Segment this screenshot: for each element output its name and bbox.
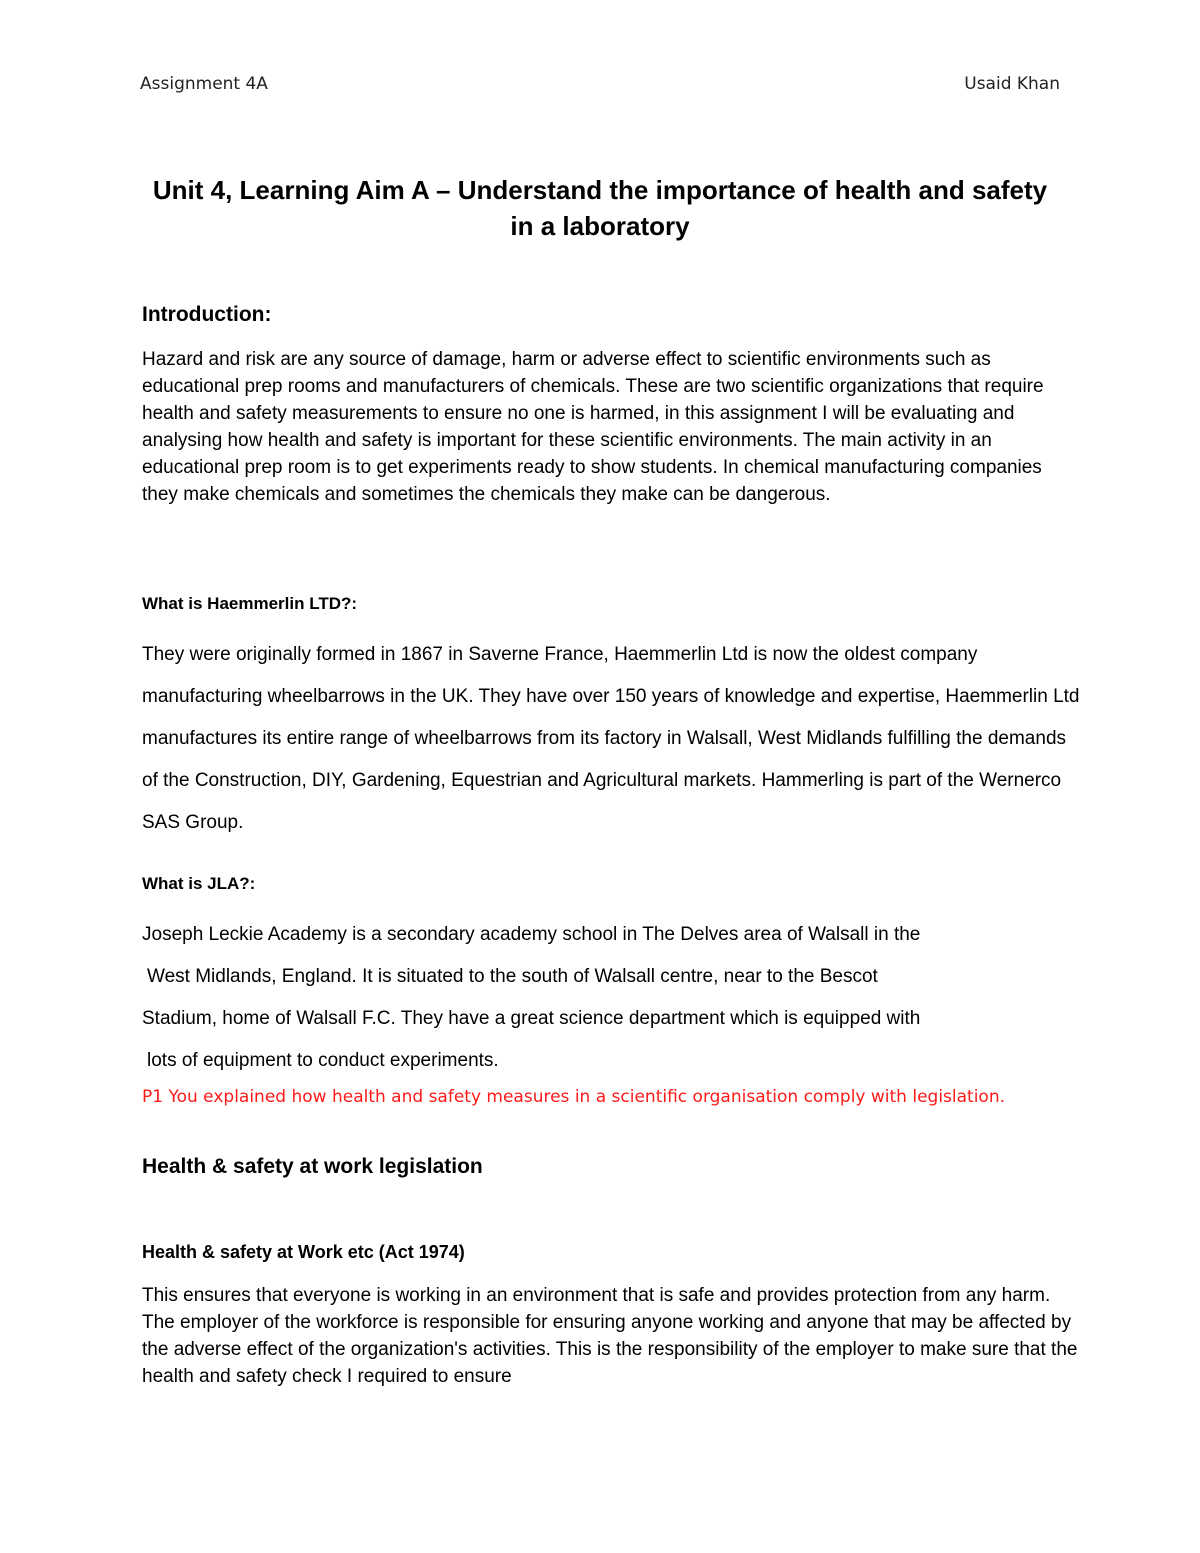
introduction-paragraph: Hazard and risk are any source of damage, harm or adverse effect to scientific environments such as educational prep rooms and manufacturers of chemicals. These are two scientific organizations that require health and safety measurements to ensure no one is harmed, in this assignment I will be evaluating and analysing how health and safety is important for these scientific environments. The main activity in an educational prep room is to get experiments ready to show students. In chemical manufacturing companies they make chemicals and sometimes the chemicals they make can be dangerous. bbox=[142, 349, 1044, 505]
act-paragraph: This ensures that everyone is working in an environment that is safe and provides protection from any harm. The employer of the workforce is responsible for ensuring anyone working and anyone that may be affected by the adverse effect of the organization's activities. This is the responsibility of the employer to make sure that the health and safety check I required to ensure bbox=[142, 1285, 1078, 1387]
teacher-feedback-note: P1 You explained how health and safety measures in a scientific organisation comply with legislation. bbox=[142, 1087, 1006, 1107]
document-title: Unit 4, Learning Aim A – Understand the importance of health and safety in a laboratory bbox=[152, 175, 1048, 241]
jla-line: Stadium, home of Walsall F.C. They have a great science department which is equipped with bbox=[142, 1008, 921, 1029]
act-heading: Health & safety at Work etc (Act 1974) bbox=[142, 1242, 465, 1262]
haemmerlin-heading: What is Haemmerlin LTD?: bbox=[142, 594, 358, 613]
jla-line: Joseph Leckie Academy is a secondary academy school in The Delves area of Walsall in the bbox=[142, 924, 921, 945]
header-assignment-label: Assignment 4A bbox=[140, 74, 268, 94]
haemmerlin-paragraph: They were originally formed in 1867 in Saverne France, Haemmerlin Ltd is now the oldest company manufacturing wheelbarrows in the UK. They have over 150 years of knowledge and expertise, Haemmerlin Ltd manufactures its entire range of wheelbarrows from its factory in Walsall, West Midlands fulfilling the demands of the Construction, DIY, Gardening, Equestrian and Agricultural markets. Hammerling is part of the Wernerco SAS Group. bbox=[142, 644, 1080, 833]
introduction-heading: Introduction: bbox=[142, 303, 272, 326]
jla-line: lots of equipment to conduct experiments. bbox=[147, 1050, 499, 1071]
legislation-heading: Health & safety at work legislation bbox=[142, 1155, 483, 1178]
jla-line: West Midlands, England. It is situated to the south of Walsall centre, near to the Bescot bbox=[147, 966, 878, 987]
jla-paragraph bbox=[142, 914, 1082, 1082]
jla-heading: What is JLA?: bbox=[142, 874, 256, 893]
header-author-name: Usaid Khan bbox=[964, 74, 1060, 94]
